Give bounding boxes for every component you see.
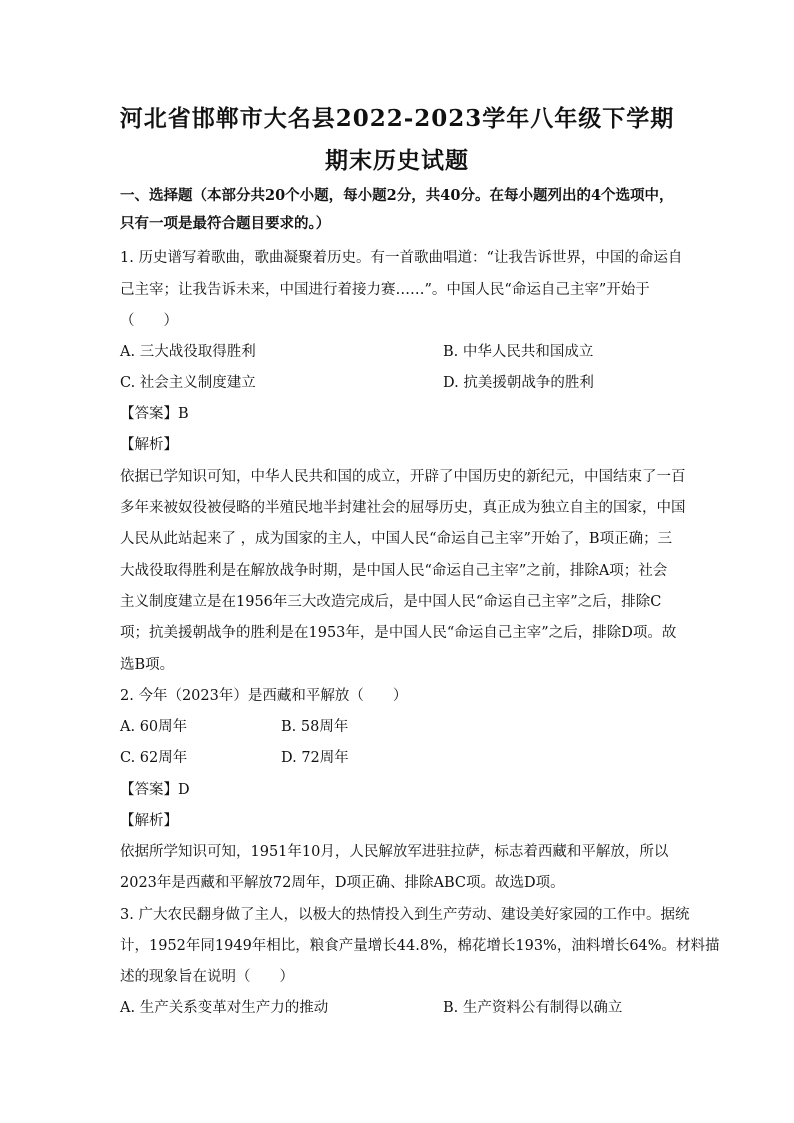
q1-analysis-line-3: 人民从此站起来了 ，成为国家的主人，中国人民“命运自己主宰”开始了，B项正确；三 (120, 531, 673, 547)
q2-answer: 【答案】D (120, 782, 190, 798)
q1-option-d: D. 抗美援朝战争的胜利 (443, 375, 594, 391)
q1-analysis-line-2: 多年来被奴役被侵略的半殖民地半封建社会的屈辱历史，真正成为独立自主的国家，中国 (120, 500, 686, 516)
q1-option-b: B. 中华人民共和国成立 (443, 344, 594, 360)
q1-analysis-line-1: 依据已学知识可知，中华人民共和国的成立，开辟了中国历史的新纪元，中国结束了一百 (120, 469, 686, 485)
q1-stem-line-1: 1. 历史谱写着歌曲，歌曲凝聚着历史。有一首歌曲唱道：“让我告诉世界，中国的命运自 (120, 250, 683, 266)
exam-title-line-2: 期末历史试题 (325, 147, 469, 174)
q2-stem: 2. 今年（2023年）是西藏和平解放（ ） (120, 688, 408, 704)
q1-stem-line-3: （ ） (120, 313, 178, 329)
q3-stem-line-3: 述的现象旨在说明（ ） (120, 969, 294, 985)
q3-stem-line-2: 计，1952年同1949年相比，粮食产量增长44.8%，棉花增长193%，油料增长64%。材料描 (120, 938, 720, 954)
exam-title-line-1: 河北省邯郸市大名县2022-2023学年八年级下学期 (119, 105, 675, 132)
q1-answer: 【答案】B (120, 406, 189, 422)
q1-analysis-line-5: 主义制度建立是在1956年三大改造完成后，是中国人民“命运自己主宰”之后，排除C (120, 594, 662, 610)
q2-analysis-label: 【解析】 (120, 813, 178, 829)
q2-option-c: C. 62周年 (120, 750, 188, 766)
q2-option-a: A. 60周年 (120, 719, 188, 735)
q3-option-b: B. 生产资料公有制得以确立 (443, 1000, 623, 1016)
q1-option-a: A. 三大战役取得胜利 (120, 344, 256, 360)
q3-option-a: A. 生产关系变革对生产力的推动 (120, 1000, 329, 1016)
q1-analysis-line-6: 项；抗美援朝战争的胜利是在1953年，是中国人民“命运自己主宰”之后，排除D项。故 (120, 625, 677, 641)
q1-analysis-line-4: 大战役取得胜利是在解放战争时期，是中国人民“命运自己主宰”之前，排除A项；社会 (120, 563, 668, 579)
section-heading-line-2: 只有一项是最符合题目要求的。） (120, 215, 331, 232)
section-heading-line-1: 一、选择题（本部分共20个小题，每小题2分，共40分。在每小题列出的4个选项中， (120, 187, 674, 204)
q1-analysis-label: 【解析】 (120, 437, 178, 453)
q2-option-b: B. 58周年 (281, 719, 349, 735)
q1-stem-line-2: 己主宰；让我告诉未来，中国进行着接力赛……”。中国人民“命运自己主宰”开始于 (120, 282, 650, 298)
q2-analysis-line-1: 依据所学知识可知，1951年10月，人民解放军进驻拉萨，标志着西藏和平解放，所以 (120, 844, 669, 860)
q2-analysis-line-2: 2023年是西藏和平解放72周年，D项正确、排除ABC项。故选D项。 (120, 875, 565, 891)
q3-stem-line-1: 3. 广大农民翻身做了主人，以极大的热情投入到生产劳动、建设美好家园的工作中。据统 (120, 907, 690, 923)
q2-option-d: D. 72周年 (281, 750, 349, 766)
q1-option-c: C. 社会主义制度建立 (120, 375, 256, 391)
q1-analysis-line-7: 选B项。 (120, 657, 175, 673)
